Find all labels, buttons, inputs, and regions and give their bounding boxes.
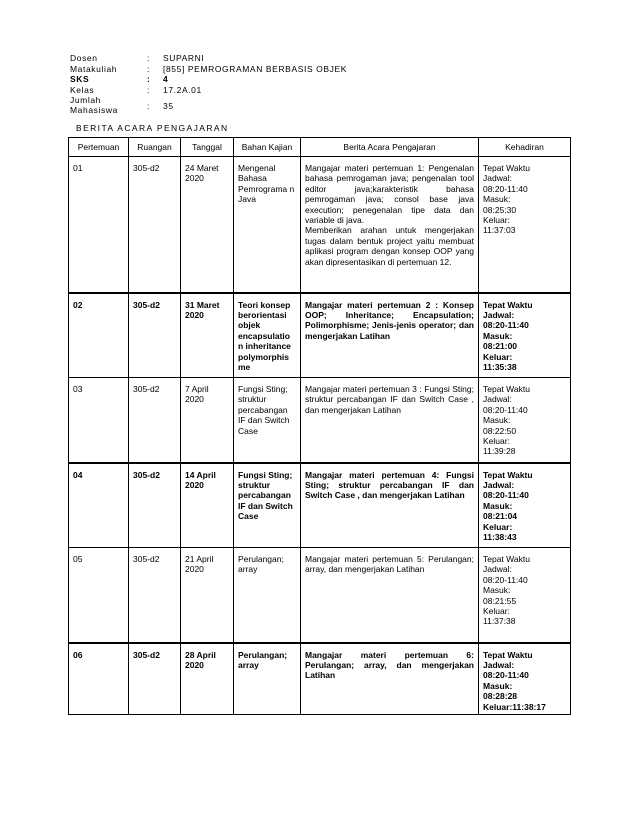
kehadiran-line: Keluar: — [483, 521, 513, 532]
berita-paragraph: Mangajar materi pertemuan 3 : Fungsi Sting; struktur percabangan IF dan Switch Case , dan mengerjakan Latihan — [305, 384, 474, 415]
kehadiran-line: Jadwal: — [483, 659, 515, 670]
kehadiran-line: 08:20-11:40 — [483, 490, 529, 501]
kehadiran-line: 11:38:43 — [483, 531, 517, 542]
cell-tanggal: 28 April 2020 — [181, 643, 234, 715]
berita-paragraph: Mangajar materi pertemuan 6: Perulangan; array, dan mengerjakan Latihan — [305, 649, 474, 681]
kehadiran-line: 08:25:30 — [483, 204, 517, 215]
cell-ruangan: 305-d2 — [129, 157, 181, 293]
teaching-report-table — [68, 137, 571, 715]
cell-bahan-kajian: Perulangan; array — [234, 548, 301, 643]
kehadiran-line: Tepat Waktu — [483, 554, 530, 564]
info-value: 17.2A.01 — [163, 84, 202, 95]
kehadiran-line: Jadwal: — [483, 564, 512, 575]
table-row — [69, 548, 571, 643]
berita-paragraph: Mangajar materi pertemuan 2 : Konsep OOP; Inheritance; Encapsulation; Polimorphisme; Jenis-jenis operator; dan mengerjakan Latihan — [305, 299, 474, 341]
cell-kehadiran — [479, 548, 571, 643]
cell-berita-acara — [301, 378, 479, 463]
table-header-row — [69, 138, 571, 157]
berita-paragraph: Memberikan arahan untuk mengerjakan tugas dalam bentuk project yaitu membuat aplikasi program dengan konsep OOP yang akan dipresentasikan di pertemuan 12. — [305, 225, 474, 267]
table-row — [69, 463, 571, 548]
kehadiran-line: Tepat Waktu — [483, 469, 533, 480]
cell-ruangan: 305-d2 — [129, 643, 181, 715]
cell-berita-acara — [301, 463, 479, 548]
col-header-bahan-kajian: Bahan Kajian — [234, 138, 301, 157]
cell-pertemuan: 02 — [69, 293, 129, 378]
info-colon: : — [147, 84, 150, 95]
kehadiran-line: Masuk: — [483, 585, 511, 596]
info-row — [70, 64, 347, 75]
cell-ruangan: 305-d2 — [129, 548, 181, 643]
kehadiran-line: Jadwal: — [483, 309, 515, 320]
cell-kehadiran — [479, 463, 571, 548]
info-row — [70, 53, 347, 64]
info-row — [70, 74, 347, 85]
berita-paragraph: Mangajar materi pertemuan 1: Pengenalan bahasa pemrogaman java; pengenalan tool editor java;karakteristik bahasa pemrogaman java; consol base java execution; penegenalan tipe data dan variable di java. — [305, 163, 474, 226]
kehadiran-line: 08:21:55 — [483, 595, 517, 606]
berita-paragraph: Mangajar materi pertemuan 4: Fungsi Sting; struktur percabangan IF dan Switch Case , dan mengerjakan Latihan — [305, 469, 474, 501]
kehadiran-line: Jadwal: — [483, 173, 512, 184]
kehadiran-line: 08:21:00 — [483, 341, 518, 352]
course-info — [70, 53, 347, 116]
cell-bahan-kajian: Mengenal Bahasa Pemrograma n Java — [234, 157, 301, 293]
kehadiran-line: 08:21:04 — [483, 511, 518, 522]
kehadiran-line: Keluar: — [483, 215, 510, 226]
kehadiran-line: Masuk: — [483, 415, 511, 426]
col-header-berita-acara: Berita Acara Pengajaran — [301, 138, 479, 157]
cell-kehadiran — [479, 378, 571, 463]
kehadiran-line: 11:35:38 — [483, 361, 517, 372]
info-label: Matakuliah — [70, 63, 118, 74]
table-row — [69, 378, 571, 463]
cell-berita-acara — [301, 548, 479, 643]
info-label: Dosen — [70, 53, 98, 63]
kehadiran-line: Tepat Waktu — [483, 163, 530, 173]
kehadiran-line: 08:20-11:40 — [483, 404, 528, 415]
kehadiran-line: 08:20-11:40 — [483, 183, 528, 194]
info-value: SUPARNI — [163, 53, 205, 63]
cell-bahan-kajian: Teori konsep berorientasi objek encapsulatio n inheritance polymorphis me — [234, 293, 301, 378]
kehadiran-line: 08:20-11:40 — [483, 670, 529, 681]
kehadiran-line: 11:39:28 — [483, 446, 516, 457]
cell-berita-acara — [301, 293, 479, 378]
cell-tanggal: 31 Maret 2020 — [181, 293, 234, 378]
kehadiran-line: 11:37:03 — [483, 225, 516, 236]
kehadiran-line: Keluar: — [483, 606, 510, 617]
col-header-kehadiran: Kehadiran — [479, 138, 571, 157]
kehadiran-line: Keluar: — [483, 351, 513, 362]
cell-bahan-kajian: Fungsi Sting; struktur percabangan IF dan Switch Case — [234, 463, 301, 548]
cell-berita-acara — [301, 643, 479, 715]
kehadiran-line: Jadwal: — [483, 394, 512, 405]
cell-kehadiran — [479, 293, 571, 378]
table-row — [69, 293, 571, 378]
info-value: 4 — [163, 74, 169, 84]
cell-pertemuan: 04 — [69, 463, 129, 548]
col-header-ruangan: Ruangan — [129, 138, 181, 157]
kehadiran-line: Masuk: — [483, 194, 511, 205]
kehadiran-line: Tepat Waktu — [483, 384, 530, 394]
cell-pertemuan: 05 — [69, 548, 129, 643]
kehadiran-line: 11:37:38 — [483, 616, 516, 627]
cell-pertemuan: 06 — [69, 643, 129, 715]
cell-ruangan: 305-d2 — [129, 378, 181, 463]
info-label: Jumlah Mahasiswa — [70, 95, 118, 115]
info-row — [70, 85, 347, 96]
kehadiran-line: Masuk: — [483, 330, 513, 341]
cell-berita-acara — [301, 157, 479, 293]
kehadiran-line: Jadwal: — [483, 479, 515, 490]
section-title: BERITA ACARA PENGAJARAN — [76, 123, 229, 133]
cell-kehadiran — [479, 157, 571, 293]
info-label: Kelas — [70, 84, 95, 95]
table-row — [69, 157, 571, 293]
berita-paragraph: Mangajar materi pertemuan 5: Perulangan; array, dan mengerjakan Latihan — [305, 554, 474, 575]
kehadiran-line: Masuk: — [483, 680, 513, 691]
kehadiran-line: Masuk: — [483, 500, 513, 511]
cell-pertemuan: 01 — [69, 157, 129, 293]
cell-bahan-kajian: Perulangan; array — [234, 643, 301, 715]
table-row — [69, 643, 571, 715]
cell-ruangan: 305-d2 — [129, 463, 181, 548]
cell-tanggal: 14 April 2020 — [181, 463, 234, 548]
info-label: SKS — [70, 74, 90, 84]
kehadiran-line: Keluar:11:38:17 — [483, 701, 546, 712]
info-row — [70, 95, 347, 116]
kehadiran-line: 08:20-11:40 — [483, 320, 529, 331]
cell-bahan-kajian: Fungsi Sting; struktur percabangan IF dan Switch Case — [234, 378, 301, 463]
kehadiran-line: 08:20-11:40 — [483, 574, 528, 585]
kehadiran-line: 08:28:28 — [483, 691, 518, 702]
info-value: 35 — [163, 101, 174, 111]
col-header-pertemuan: Pertemuan — [69, 138, 129, 157]
kehadiran-line: Keluar: — [483, 436, 510, 447]
cell-tanggal: 21 April 2020 — [181, 548, 234, 643]
cell-tanggal: 24 Maret 2020 — [181, 157, 234, 293]
cell-kehadiran — [479, 643, 571, 715]
info-colon: : — [147, 74, 151, 84]
cell-tanggal: 7 April 2020 — [181, 378, 234, 463]
col-header-tanggal: Tanggal — [181, 138, 234, 157]
info-colon: : — [147, 101, 150, 111]
kehadiran-line: Tepat Waktu — [483, 299, 533, 310]
cell-pertemuan: 03 — [69, 378, 129, 463]
kehadiran-line: Tepat Waktu — [483, 649, 533, 660]
kehadiran-line: 08:22:50 — [483, 425, 517, 436]
info-value: [855] PEMROGRAMAN BERBASIS OBJEK — [163, 63, 348, 74]
info-colon: : — [147, 53, 150, 63]
info-colon: : — [147, 63, 150, 74]
cell-ruangan: 305-d2 — [129, 293, 181, 378]
